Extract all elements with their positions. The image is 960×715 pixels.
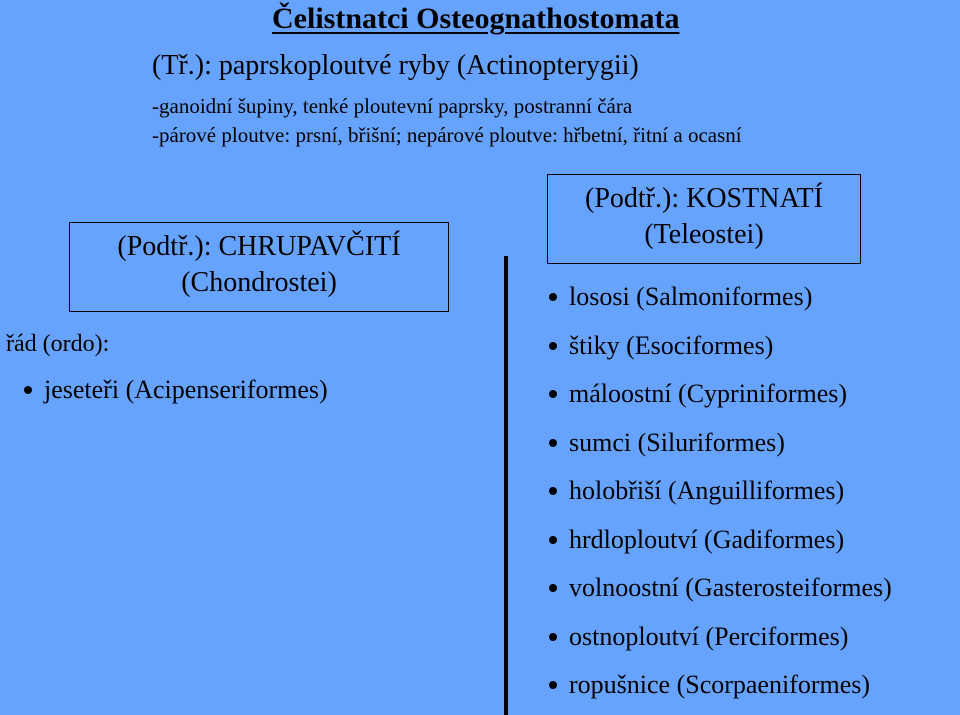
subclass-teleostei-name: (Podtř.): KOSTNATÍ xyxy=(585,183,823,214)
list-item: holobřiší (Anguilliformes) xyxy=(549,471,892,520)
description-line-1: -ganoidní šupiny, tenké ploutevní paprsky, postranní čára xyxy=(152,94,633,118)
bullet-icon xyxy=(549,439,557,447)
bullet-icon xyxy=(549,342,557,350)
description-line-2: -párové ploutve: prsní, břišní; nepárové ploutve: hřbetní, řitní a ocasní xyxy=(152,123,742,147)
subclass-chondrostei-box xyxy=(69,222,449,312)
class-heading: (Tř.): paprskoploutvé ryby (Actinopterygii) xyxy=(152,50,639,81)
bullet-icon xyxy=(549,293,557,301)
chondrostei-order-list xyxy=(24,370,328,419)
bullet-icon xyxy=(24,386,32,394)
order-label: řád (ordo): xyxy=(6,331,110,357)
list-item: ostnoploutví (Perciformes) xyxy=(549,617,892,666)
page-title: Čelistnatci Osteognathostomata xyxy=(272,2,680,35)
subclass-teleostei-latin: (Teleostei) xyxy=(644,219,764,250)
bullet-icon xyxy=(549,487,557,495)
bullet-icon xyxy=(549,584,557,592)
bullet-icon xyxy=(549,633,557,641)
list-item: hrdloploutví (Gadiformes) xyxy=(549,520,892,569)
subclass-chondrostei-latin: (Chondrostei) xyxy=(181,267,337,298)
list-item: sumci (Siluriformes) xyxy=(549,423,892,472)
bullet-icon xyxy=(549,681,557,689)
divider-line xyxy=(504,256,508,715)
list-item: lososi (Salmoniformes) xyxy=(549,277,892,326)
bullet-icon xyxy=(549,390,557,398)
bullet-icon xyxy=(549,536,557,544)
list-item: ropušnice (Scorpaeniformes) xyxy=(549,665,892,714)
list-item: máloostní (Cypriniformes) xyxy=(549,374,892,423)
subclass-chondrostei-name: (Podtř.): CHRUPAVČITÍ xyxy=(117,231,401,262)
subclass-teleostei-box xyxy=(547,174,861,264)
list-item: volnoostní (Gasterosteiformes) xyxy=(549,568,892,617)
list-item: jeseteři (Acipenseriformes) xyxy=(24,370,328,419)
teleostei-order-list xyxy=(549,277,892,714)
list-item: štiky (Esociformes) xyxy=(549,326,892,375)
